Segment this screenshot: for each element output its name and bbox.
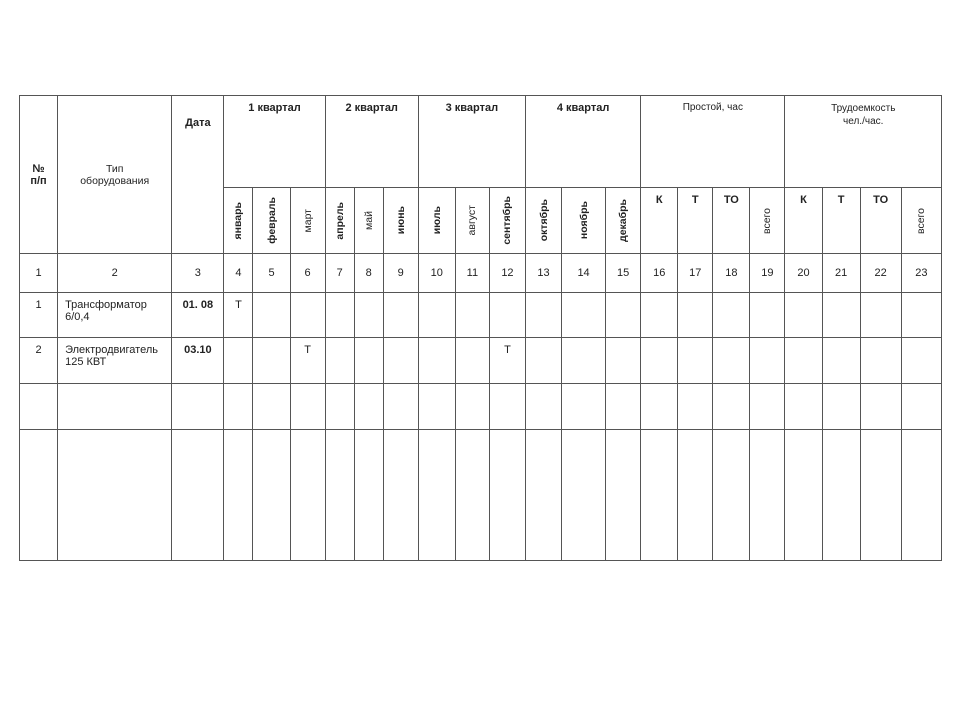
table-cell [713, 430, 750, 561]
table-cell [172, 430, 224, 561]
maintenance-date: 03.10 [172, 338, 224, 384]
table-cell [641, 293, 678, 338]
table-cell [224, 430, 253, 561]
month-mark [253, 338, 290, 384]
table-cell [525, 430, 561, 561]
column-number: 2 [58, 254, 172, 293]
month-header: май [354, 188, 383, 254]
column-number: 21 [822, 254, 860, 293]
column-number: 9 [383, 254, 418, 293]
table-cell [860, 430, 901, 561]
month-header: октябрь [525, 188, 561, 254]
column-number: 10 [418, 254, 455, 293]
month-header: август [455, 188, 489, 254]
table-cell [678, 338, 713, 384]
downtime-to-header: ТО [713, 188, 750, 254]
table-row [20, 384, 942, 430]
month-header: сентябрь [489, 188, 525, 254]
header-quarter-4: 4 квартал [525, 96, 640, 188]
table-cell [562, 384, 606, 430]
header-labor: Трудоемкость чел./час. [785, 96, 942, 188]
month-header: март [290, 188, 325, 254]
month-mark: Т [290, 338, 325, 384]
table-row [20, 430, 942, 561]
month-mark: Т [224, 293, 253, 338]
table-cell [678, 430, 713, 561]
header-downtime: Простой, час [641, 96, 785, 188]
table-cell [901, 384, 941, 430]
labor-k-header: К [785, 188, 822, 254]
table-cell [901, 293, 941, 338]
column-number: 22 [860, 254, 901, 293]
header-quarter-1: 1 квартал [224, 96, 325, 188]
column-number: 19 [750, 254, 785, 293]
table-cell [901, 430, 941, 561]
month-mark [354, 338, 383, 384]
month-header: июнь [383, 188, 418, 254]
table-cell [290, 430, 325, 561]
table-cell [525, 384, 561, 430]
month-mark [290, 293, 325, 338]
table-cell [354, 384, 383, 430]
column-number: 8 [354, 254, 383, 293]
table-cell [489, 384, 525, 430]
table-cell [58, 430, 172, 561]
table-cell [901, 338, 941, 384]
table-cell [606, 384, 641, 430]
month-header: апрель [325, 188, 354, 254]
table-cell [713, 338, 750, 384]
table-cell [253, 430, 290, 561]
month-mark [489, 293, 525, 338]
downtime-total-header: всего [750, 188, 785, 254]
month-mark [606, 338, 641, 384]
table-cell [641, 384, 678, 430]
column-number: 1 [20, 254, 58, 293]
table-cell [785, 338, 822, 384]
month-mark [224, 338, 253, 384]
table-cell [383, 384, 418, 430]
table-cell [822, 384, 860, 430]
column-number: 20 [785, 254, 822, 293]
column-number: 23 [901, 254, 941, 293]
table-cell [750, 338, 785, 384]
month-header: декабрь [606, 188, 641, 254]
column-number: 12 [489, 254, 525, 293]
header-quarter-2: 2 квартал [325, 96, 418, 188]
month-header: февраль [253, 188, 290, 254]
column-number: 4 [224, 254, 253, 293]
table-cell [678, 293, 713, 338]
month-mark [606, 293, 641, 338]
table-cell [860, 293, 901, 338]
table-cell [325, 384, 354, 430]
table-cell [383, 430, 418, 561]
table-cell [860, 384, 901, 430]
labor-t-header: Т [822, 188, 860, 254]
month-header: ноябрь [562, 188, 606, 254]
month-mark [354, 293, 383, 338]
month-mark [418, 338, 455, 384]
downtime-t-header: Т [678, 188, 713, 254]
month-mark [325, 293, 354, 338]
column-number: 16 [641, 254, 678, 293]
table-cell [860, 338, 901, 384]
table-row [20, 338, 942, 384]
table-cell [455, 384, 489, 430]
header-quarter-3: 3 квартал [418, 96, 525, 188]
table-cell [713, 384, 750, 430]
month-mark [383, 338, 418, 384]
table-cell [750, 384, 785, 430]
downtime-k-header: К [641, 188, 678, 254]
table-cell [489, 430, 525, 561]
month-mark [253, 293, 290, 338]
table-cell [325, 430, 354, 561]
column-number: 11 [455, 254, 489, 293]
table-cell [822, 293, 860, 338]
table-cell [562, 430, 606, 561]
month-mark [455, 293, 489, 338]
table-cell [418, 384, 455, 430]
table-cell [455, 430, 489, 561]
table-cell [290, 384, 325, 430]
column-number: 14 [562, 254, 606, 293]
column-number: 7 [325, 254, 354, 293]
month-mark [525, 338, 561, 384]
header-num: № п/п [20, 96, 58, 254]
month-mark [455, 338, 489, 384]
table-row [20, 293, 942, 338]
table-cell [750, 293, 785, 338]
row-num: 2 [20, 338, 58, 384]
month-header: январь [224, 188, 253, 254]
row-num: 1 [20, 293, 58, 338]
column-number: 6 [290, 254, 325, 293]
month-mark [383, 293, 418, 338]
table-cell [354, 430, 383, 561]
month-mark [562, 338, 606, 384]
table-cell [606, 430, 641, 561]
header-date: Дата [172, 96, 224, 254]
column-number: 5 [253, 254, 290, 293]
table-cell [822, 338, 860, 384]
table-cell [822, 430, 860, 561]
table-cell [172, 384, 224, 430]
table-cell [750, 430, 785, 561]
table-cell [785, 293, 822, 338]
equipment-type: Трансформатор 6/0,4 [58, 293, 172, 338]
labor-total-header: всего [901, 188, 941, 254]
table-cell [58, 384, 172, 430]
header-type: Тип оборудования [58, 96, 172, 254]
labor-to-header: ТО [860, 188, 901, 254]
column-numbers-row [20, 254, 942, 293]
month-header: июль [418, 188, 455, 254]
month-mark [525, 293, 561, 338]
month-mark [325, 338, 354, 384]
table-cell [224, 384, 253, 430]
table-cell [641, 430, 678, 561]
maintenance-schedule-table [19, 95, 942, 561]
column-number: 18 [713, 254, 750, 293]
month-mark: Т [489, 338, 525, 384]
column-number: 3 [172, 254, 224, 293]
table-cell [20, 430, 58, 561]
table-cell [785, 430, 822, 561]
table-cell [785, 384, 822, 430]
table-cell [678, 384, 713, 430]
table-cell [641, 338, 678, 384]
month-mark [562, 293, 606, 338]
column-number: 13 [525, 254, 561, 293]
table-cell [713, 293, 750, 338]
table-cell [418, 430, 455, 561]
equipment-type: Электродвигатель 125 КВТ [58, 338, 172, 384]
maintenance-date: 01. 08 [172, 293, 224, 338]
column-number: 15 [606, 254, 641, 293]
column-number: 17 [678, 254, 713, 293]
table-cell [253, 384, 290, 430]
table-cell [20, 384, 58, 430]
month-mark [418, 293, 455, 338]
